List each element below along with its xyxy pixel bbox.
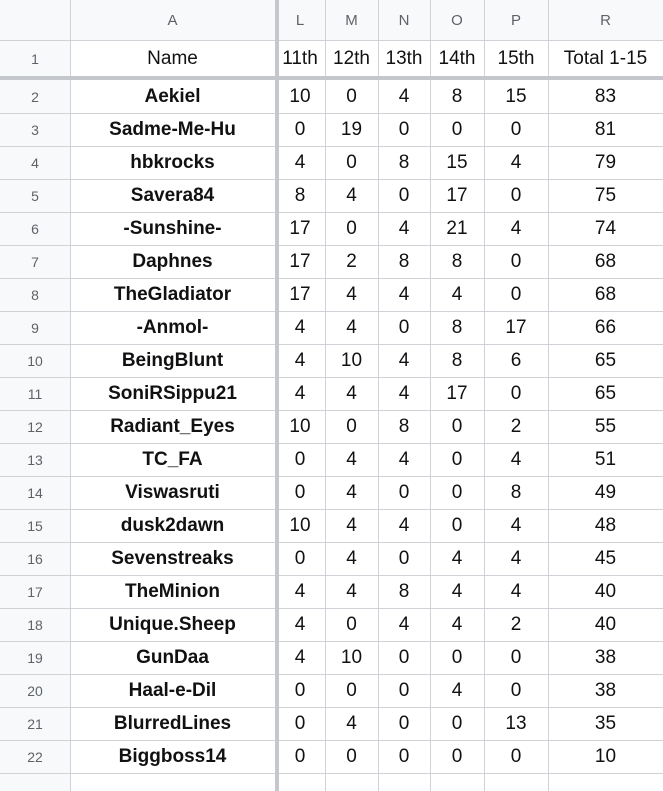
score-cell[interactable]: 8 [451,316,463,338]
score-cell[interactable]: 0 [510,646,522,668]
score-cell[interactable]: 0 [346,679,357,701]
score-cell[interactable]: 0 [346,613,357,635]
score-cell[interactable]: 0 [294,712,306,734]
score-cell[interactable]: 0 [510,679,522,701]
grid-line [0,344,663,345]
score-cell[interactable]: 4 [346,514,357,536]
score-cell[interactable]: 15 [446,151,468,173]
grid-line [325,0,326,791]
score-cell[interactable]: 4 [346,481,357,503]
row-header[interactable]: 18 [0,608,70,641]
column-header-a[interactable]: A [70,0,275,40]
name-cell[interactable]: Daphnes [132,250,213,272]
grid-line [548,0,549,791]
score-cell[interactable]: 0 [451,481,463,503]
total-cell[interactable]: 40 [594,613,617,635]
score-cell[interactable]: 4 [346,580,357,602]
grid-line [0,179,663,180]
name-cell[interactable]: Sadme-Me-Hu [109,118,236,140]
grid-line [0,542,663,543]
grid-line [0,113,663,114]
grid-line [0,278,663,279]
score-cell[interactable]: 21 [446,217,468,239]
score-cell[interactable]: 4 [451,580,463,602]
score-cell[interactable]: 4 [510,151,522,173]
score-cell[interactable]: 4 [294,349,306,371]
score-cell[interactable]: 4 [398,283,410,305]
header-cell[interactable]: 14th [438,48,476,69]
name-cell[interactable]: TheGladiator [113,283,232,305]
score-cell[interactable]: 4 [346,316,357,338]
grid-line [0,641,663,642]
total-cell[interactable]: 38 [594,679,617,701]
row-header[interactable]: 10 [0,344,70,377]
score-cell[interactable]: 10 [289,415,311,437]
score-cell[interactable]: 4 [294,382,306,404]
grid-line [0,608,663,609]
score-cell[interactable]: 0 [451,712,463,734]
total-cell[interactable]: 79 [594,151,617,173]
total-cell[interactable]: 68 [594,250,617,272]
score-cell[interactable]: 17 [446,382,468,404]
row-header[interactable]: 19 [0,641,70,674]
score-cell[interactable]: 4 [346,283,357,305]
name-cell[interactable]: TheMinion [125,580,220,602]
score-cell[interactable]: 4 [398,349,410,371]
score-cell[interactable]: 10 [340,646,363,668]
name-cell[interactable]: Aekiel [144,85,201,107]
score-cell[interactable]: 0 [451,448,463,470]
score-cell[interactable]: 10 [289,514,311,536]
total-cell[interactable]: 49 [594,481,617,503]
column-header-r[interactable]: R [548,0,663,40]
grid-line [0,40,663,41]
grid-line [0,311,663,312]
row-header-stub [0,773,70,791]
score-cell[interactable]: 2 [510,415,522,437]
score-cell[interactable]: 0 [451,745,463,767]
column-header-m[interactable]: M [325,0,378,40]
row-header[interactable]: 16 [0,542,70,575]
score-cell[interactable]: 0 [510,745,522,767]
grid-line [0,146,663,147]
grid-line [430,0,431,791]
total-cell[interactable]: 75 [594,184,617,206]
score-cell[interactable]: 0 [398,712,410,734]
grid-line [0,410,663,411]
name-cell[interactable]: Biggboss14 [118,745,227,767]
score-cell[interactable]: 0 [346,217,357,239]
total-cell[interactable]: 40 [594,580,617,602]
score-cell[interactable]: 4 [398,85,410,107]
score-cell[interactable]: 0 [398,316,410,338]
score-cell[interactable]: 15 [505,85,527,107]
row-header[interactable]: 20 [0,674,70,707]
row-header[interactable]: 5 [0,179,70,212]
score-cell[interactable]: 8 [451,85,463,107]
score-cell[interactable]: 4 [451,283,463,305]
name-cell[interactable]: TC_FA [142,448,203,470]
header-cell[interactable]: 11th [282,48,318,69]
row-header[interactable]: 8 [0,278,70,311]
score-cell[interactable]: 8 [398,580,410,602]
score-cell[interactable]: 4 [451,679,463,701]
row-header[interactable]: 22 [0,740,70,773]
score-cell[interactable]: 0 [294,448,306,470]
total-cell[interactable]: 74 [594,217,617,239]
total-cell[interactable]: 10 [594,745,617,767]
header-cell-name[interactable]: Name [147,48,198,69]
column-header-n[interactable]: N [378,0,430,40]
score-cell[interactable]: 0 [346,151,357,173]
row-header[interactable]: 9 [0,311,70,344]
score-cell[interactable]: 0 [294,118,306,140]
freeze-row-divider[interactable] [0,76,663,80]
name-cell[interactable]: Radiant_Eyes [110,415,235,437]
total-cell[interactable]: 35 [594,712,617,734]
row-header[interactable]: 12 [0,410,70,443]
score-cell[interactable]: 4 [294,151,306,173]
row-header[interactable]: 6 [0,212,70,245]
grid-line [0,245,663,246]
row-header[interactable]: 13 [0,443,70,476]
score-cell[interactable]: 0 [398,646,410,668]
row-header[interactable]: 21 [0,707,70,740]
row-header[interactable]: 15 [0,509,70,542]
grid-line [0,707,663,708]
score-cell[interactable]: 8 [398,415,410,437]
total-cell[interactable]: 68 [594,283,617,305]
score-cell[interactable]: 0 [451,514,463,536]
header-cell[interactable]: 15th [497,48,535,69]
score-cell[interactable]: 4 [346,547,357,569]
score-cell[interactable]: 8 [398,151,410,173]
grid-line [0,476,663,477]
name-cell[interactable]: hbkrocks [130,151,215,173]
score-cell[interactable]: 0 [398,679,410,701]
column-header-p[interactable]: P [484,0,548,40]
score-cell[interactable]: 0 [510,382,522,404]
name-cell[interactable]: Sevenstreaks [111,547,234,569]
score-cell[interactable]: 6 [510,349,522,371]
score-cell[interactable]: 4 [294,613,306,635]
name-cell[interactable]: SoniRSippu21 [108,382,237,404]
score-cell[interactable]: 10 [289,85,311,107]
name-cell[interactable]: Haal-e-Dil [128,679,217,701]
total-cell[interactable]: 66 [594,316,617,338]
score-cell[interactable]: 17 [289,283,311,305]
score-cell[interactable]: 0 [451,118,463,140]
total-cell[interactable]: 83 [594,85,617,107]
score-cell[interactable]: 0 [451,646,463,668]
score-cell[interactable]: 4 [294,646,306,668]
grid-line [0,377,663,378]
score-cell[interactable]: 0 [294,679,306,701]
score-cell[interactable]: 4 [510,580,522,602]
freeze-column-divider[interactable] [275,0,279,791]
score-cell[interactable]: 0 [398,745,410,767]
score-cell[interactable]: 4 [510,514,522,536]
total-cell[interactable]: 38 [594,646,617,668]
score-cell[interactable]: 0 [510,250,522,272]
score-cell[interactable]: 4 [398,382,410,404]
score-cell[interactable]: 0 [346,415,357,437]
score-cell[interactable]: 4 [451,613,463,635]
score-cell[interactable]: 0 [346,85,357,107]
grid-line [0,575,663,576]
total-cell[interactable]: 51 [594,448,617,470]
score-cell[interactable]: 13 [505,712,527,734]
score-cell[interactable]: 8 [294,184,306,206]
name-cell[interactable]: Viswasruti [125,481,220,503]
score-cell[interactable]: 0 [510,184,522,206]
row-header[interactable]: 17 [0,575,70,608]
total-cell[interactable]: 81 [594,118,617,140]
row-header[interactable]: 14 [0,476,70,509]
score-cell[interactable]: 19 [340,118,363,140]
grid-line [378,0,379,791]
total-cell[interactable]: 48 [594,514,617,536]
name-cell[interactable]: Savera84 [130,184,215,206]
score-cell[interactable]: 0 [346,745,357,767]
score-cell[interactable]: 0 [398,547,410,569]
header-cell[interactable]: 13th [385,48,423,69]
score-cell[interactable]: 4 [294,580,306,602]
score-cell[interactable]: 4 [398,217,410,239]
column-header-l[interactable]: L [275,0,325,40]
score-cell[interactable]: 0 [398,481,410,503]
score-cell[interactable]: 0 [398,118,410,140]
score-cell[interactable]: 0 [451,415,463,437]
row-header[interactable]: 3 [0,113,70,146]
score-cell[interactable]: 4 [346,448,357,470]
select-all-corner[interactable] [0,0,70,40]
grid-line [0,674,663,675]
score-cell[interactable]: 8 [451,250,463,272]
score-cell[interactable]: 17 [446,184,468,206]
row-header[interactable]: 1 [0,40,70,78]
total-cell[interactable]: 65 [594,349,617,371]
score-cell[interactable]: 0 [510,118,522,140]
score-cell[interactable]: 4 [346,184,357,206]
score-cell[interactable]: 4 [510,217,522,239]
score-cell[interactable]: 4 [398,448,410,470]
name-cell[interactable]: GunDaa [136,646,209,668]
score-cell[interactable]: 0 [294,547,306,569]
score-cell[interactable]: 4 [451,547,463,569]
score-cell[interactable]: 17 [505,316,527,338]
grid-line [0,443,663,444]
score-cell[interactable]: 0 [510,283,522,305]
score-cell[interactable]: 0 [294,481,306,503]
score-cell[interactable]: 10 [340,349,363,371]
name-cell[interactable]: BlurredLines [113,712,232,734]
header-cell[interactable]: Total 1-15 [563,48,648,69]
name-cell[interactable]: Unique.Sheep [109,613,236,635]
row-header[interactable]: 2 [0,80,70,113]
score-cell[interactable]: 2 [510,613,522,635]
score-cell[interactable]: 4 [346,382,357,404]
score-cell[interactable]: 4 [398,514,410,536]
score-cell[interactable]: 2 [346,250,357,272]
column-header-o[interactable]: O [430,0,484,40]
score-cell[interactable]: 4 [346,712,357,734]
grid-line [0,773,663,774]
total-cell[interactable]: 65 [594,382,617,404]
grid-line [0,740,663,741]
score-cell[interactable]: 0 [398,184,410,206]
grid-line [70,0,71,791]
grid-line [0,212,663,213]
score-cell[interactable]: 8 [451,349,463,371]
row-header[interactable]: 11 [0,377,70,410]
grid-line [0,509,663,510]
name-cell[interactable]: -Anmol- [136,316,209,338]
name-cell[interactable]: -Sunshine- [123,217,222,239]
score-cell[interactable]: 4 [294,316,306,338]
score-cell[interactable]: 8 [510,481,522,503]
total-cell[interactable]: 55 [594,415,617,437]
score-cell[interactable]: 4 [510,448,522,470]
score-cell[interactable]: 8 [398,250,410,272]
total-cell[interactable]: 45 [594,547,617,569]
score-cell[interactable]: 4 [510,547,522,569]
name-cell[interactable]: dusk2dawn [120,514,225,536]
header-cell[interactable]: 12th [333,48,370,69]
score-cell[interactable]: 4 [398,613,410,635]
score-cell[interactable]: 17 [289,250,311,272]
score-cell[interactable]: 0 [294,745,306,767]
row-header[interactable]: 7 [0,245,70,278]
score-cell[interactable]: 17 [289,217,311,239]
grid-line [484,0,485,791]
name-cell[interactable]: BeingBlunt [121,349,224,371]
row-header[interactable]: 4 [0,146,70,179]
